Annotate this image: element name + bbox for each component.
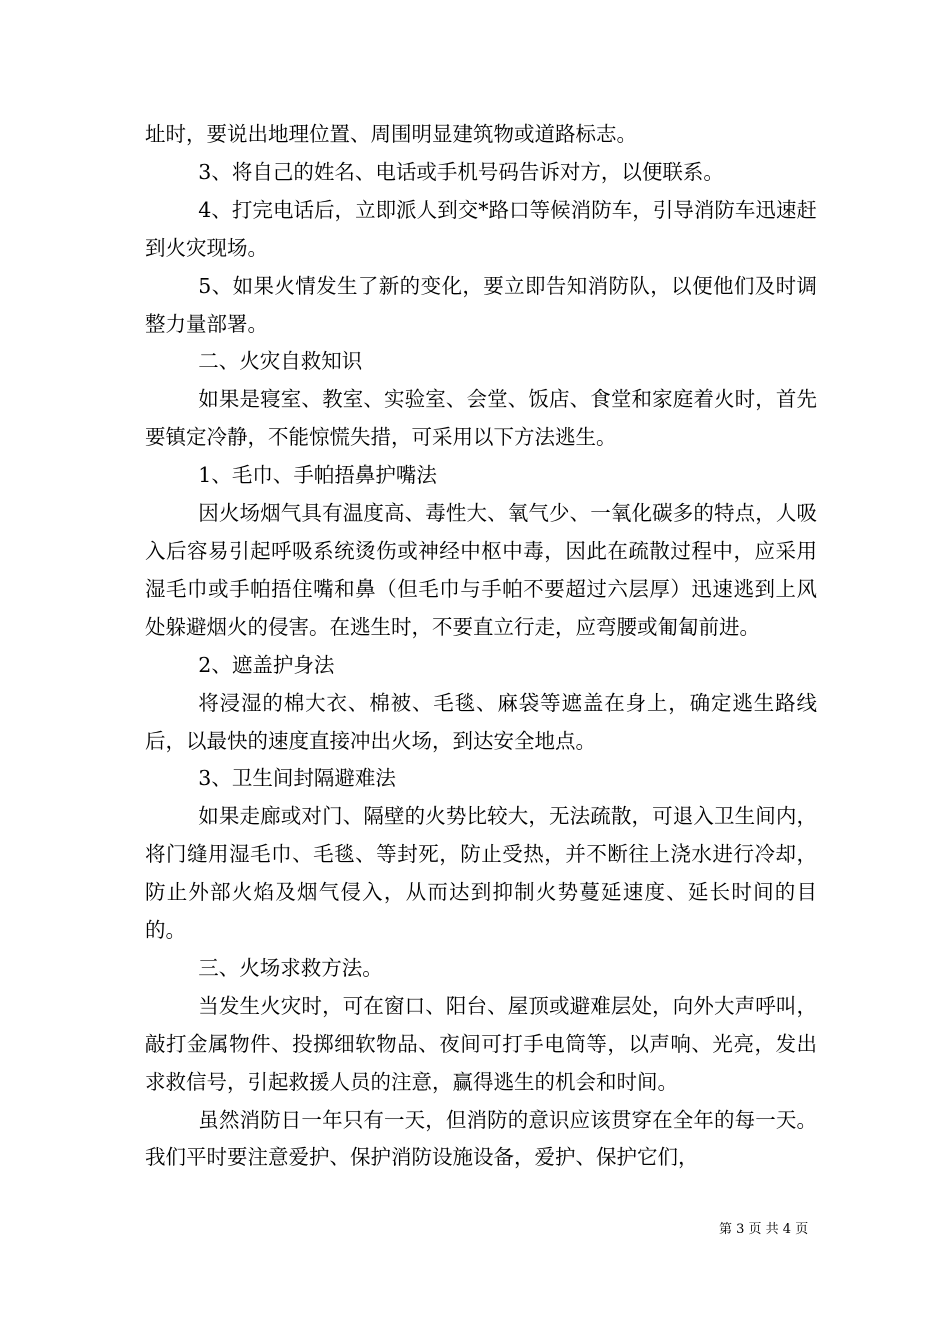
paragraph: 如果是寝室、教室、实验室、会堂、饭店、食堂和家庭着火时，首先要镇定冷静，不能惊慌失措，可采用以下方法逃生。 xyxy=(145,387,817,450)
paragraph: 当发生火灾时，可在窗口、阳台、屋顶或避难层处，向外大声呼叫，敲打金属物件、投掷细软物品、夜间可打手电筒等，以声响、光亮，发出求救信号，引起救援人员的注意，赢得逃生的机会和时间。 xyxy=(145,993,817,1094)
paragraph: 因火场烟气具有温度高、毒性大、氧气少、一氧化碳多的特点，人吸入后容易引起呼吸系统烫伤或神经中枢中毒，因此在疏散过程中，应采用湿毛巾或手帕捂住嘴和鼻（但毛巾与手帕不要超过六层厚）迅速逃到上风处躲避烟火的侵害。在逃生时，不要直立行走，应弯腰或匍匐前进。 xyxy=(145,501,817,639)
paragraph: 三、火场求救方法。 xyxy=(198,955,383,980)
paragraph: 4、打完电话后，立即派人到交*路口等候消防车，引导消防车迅速赶到火灾现场。 xyxy=(145,197,817,260)
paragraph: 3、将自己的姓名、电话或手机号码告诉对方，以便联系。 xyxy=(198,159,724,184)
page-number-footer: 第 3 页 共 4 页 xyxy=(719,1222,809,1237)
paragraph: 将浸湿的棉大衣、棉被、毛毯、麻袋等遮盖在身上，确定逃生路线后，以最快的速度直接冲出火场，到达安全地点。 xyxy=(145,690,817,753)
paragraph: 址时，要说出地理位置、周围明显建筑物或道路标志。 xyxy=(145,122,637,146)
paragraph: 5、如果火情发生了新的变化，要立即告知消防队，以便他们及时调整力量部署。 xyxy=(145,273,817,336)
paragraph: 如果走廊或对门、隔壁的火势比较大，无法疏散，可退入卫生间内，将门缝用湿毛巾、毛毯、等封死，防止受热，并不断往上浇水进行冷却，防止外部火焰及烟气侵入，从而达到抑制火势蔓延速度、延长时间的目的。 xyxy=(145,804,817,943)
document-body xyxy=(145,116,817,1177)
paragraph: 3、卫生间封隔避难法 xyxy=(198,766,396,791)
paragraph: 2、遮盖护身法 xyxy=(198,652,335,677)
paragraph: 1、毛巾、手帕捂鼻护嘴法 xyxy=(198,463,437,488)
paragraph: 虽然消防日一年只有一天，但消防的意识应该贯穿在全年的每一天。我们平时要注意爱护、保护消防设施设备，爱护、保护它们， xyxy=(145,1107,817,1170)
paragraph: 二、火灾自救知识 xyxy=(198,349,363,374)
